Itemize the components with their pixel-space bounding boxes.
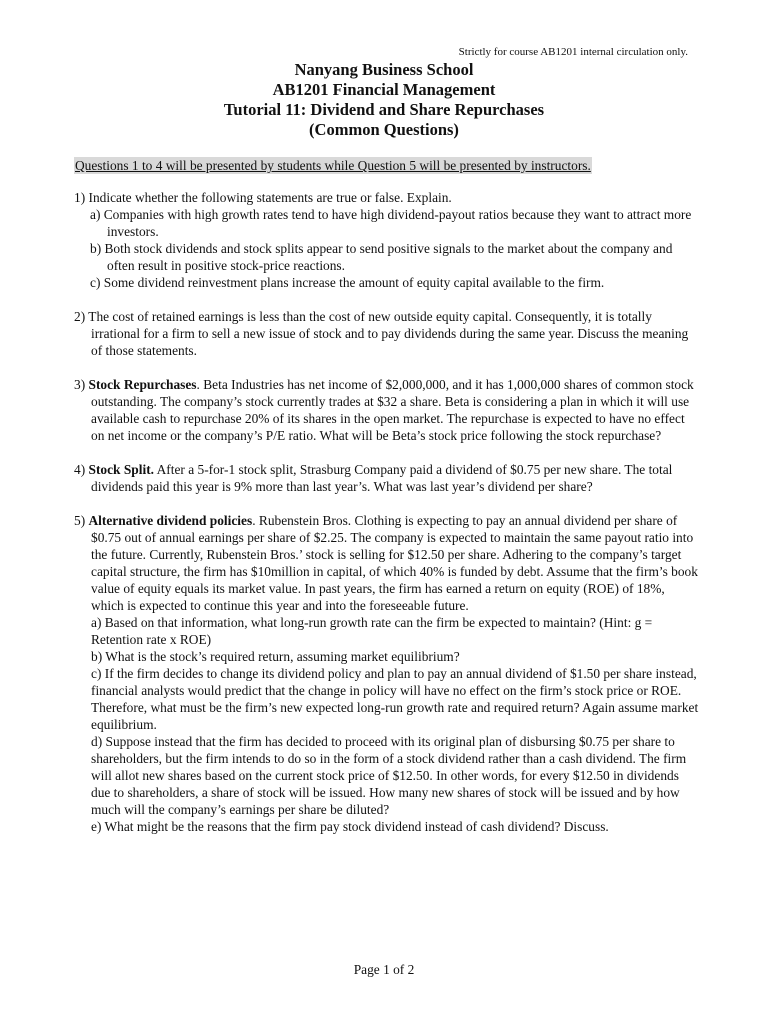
question-3 bbox=[74, 376, 700, 444]
question-1-b: b) Both stock dividends and stock splits appear to send positive signals to the market about the company and often result in positive stock-price reactions. bbox=[90, 241, 673, 273]
question-1 bbox=[74, 189, 700, 291]
tutorial-subtitle: (Common Questions) bbox=[309, 120, 459, 139]
question-5-a: a) Based on that information, what long-run growth rate can the firm be expected to maintain? (Hint: g = Retention rate x ROE) bbox=[91, 615, 653, 647]
question-1-a: a) Companies with high growth rates tend to have high dividend-payout ratios because they want to attract more investors. bbox=[90, 207, 692, 239]
questions bbox=[74, 189, 700, 852]
question-1-stem: 1) Indicate whether the following statements are true or false. Explain. bbox=[74, 190, 452, 205]
question-3-text: . Beta Industries has net income of $2,000,000, and it has 1,000,000 shares of common stock outstanding. The company’s stock currently trades at $32 a share. Beta is considering a plan in which it will use available cash to repurchase 20% of its shares in the open market. The repurchase is expected to have no effect on net income or the company’s P/E ratio. What will be Beta’s stock price following the stock repurchase? bbox=[91, 377, 694, 443]
circulation-notice: Strictly for course AB1201 internal circulation only. bbox=[458, 46, 688, 58]
document-header bbox=[0, 60, 768, 140]
page-number: Page 1 of 2 bbox=[353, 962, 415, 977]
question-5-title: Alternative dividend policies bbox=[88, 513, 253, 528]
question-5-number: 5) bbox=[74, 513, 89, 528]
question-5-e: e) What might be the reasons that the firm pay stock dividend instead of cash dividend? Discuss. bbox=[91, 819, 609, 834]
question-3-title: Stock Repurchases bbox=[88, 377, 197, 392]
school-name: Nanyang Business School bbox=[294, 60, 474, 79]
question-5-c: c) If the firm decides to change its dividend policy and plan to pay an annual dividend of $1.50 per share instead, financial analysts would predict that the change in policy will have no effect on the firm’s stock price or ROE. Therefore, what must be the firm’s new expected long-run growth rate and required return? Again assume market equilibrium. bbox=[91, 666, 699, 732]
question-5-d: d) Suppose instead that the firm has decided to proceed with its original plan of disbursing $0.75 per share to shareholders, but the firm intends to do so in the form of a stock dividend rather than a cash dividend. The firm will allot new shares based on the current stock price of $12.50. In other words, for every $12.50 in dividends due to shareholders, a share of stock will be issued. How many new shares of stock will be issued and by how much will the company’s earnings per share be diluted? bbox=[91, 734, 687, 817]
question-3-number: 3) bbox=[74, 377, 89, 392]
tutorial-title: Tutorial 11: Dividend and Share Repurchases bbox=[223, 100, 545, 119]
question-5-text: . Rubenstein Bros. Clothing is expecting to pay an annual dividend per share of $0.75 out of annual earnings per share of $2.25. The company is expected to maintain the same payout ratio into the future. Currently, Rubenstein Bros.’ stock is selling for $12.50 per share. Adhering to the company’s target capital structure, the firm has $10million in capital, of which 40% is funded by debt. Assume that the firm’s book value of equity equals its market value. In past years, the firm has earned a return on equity (ROE) of 18%, which is expected to continue this year and into the foreseeable future. bbox=[91, 513, 698, 613]
question-1-c: c) Some dividend reinvestment plans increase the amount of equity capital available to the firm. bbox=[90, 275, 605, 290]
question-4-number: 4) bbox=[74, 462, 89, 477]
question-4-title: Stock Split. bbox=[88, 462, 154, 477]
question-4-text: After a 5-for-1 stock split, Strasburg Company paid a dividend of $0.75 per new share. The total dividends paid this year is 9% more than last year’s. What was last year’s dividend per share? bbox=[91, 462, 673, 494]
question-5-b: b) What is the stock’s required return, assuming market equilibrium? bbox=[91, 649, 460, 664]
intro-note: Questions 1 to 4 will be presented by students while Question 5 will be presented by instructors. bbox=[75, 158, 591, 173]
course-title: AB1201 Financial Management bbox=[272, 80, 496, 99]
question-2-text: 2) The cost of retained earnings is less than the cost of new outside equity capital. Consequently, it is totally irrational for a firm to sell a new issue of stock and to pay dividends during the same year. Discuss the meaning of those statements. bbox=[74, 309, 689, 358]
question-2 bbox=[74, 308, 700, 359]
question-5 bbox=[74, 512, 700, 835]
question-4 bbox=[74, 461, 700, 495]
